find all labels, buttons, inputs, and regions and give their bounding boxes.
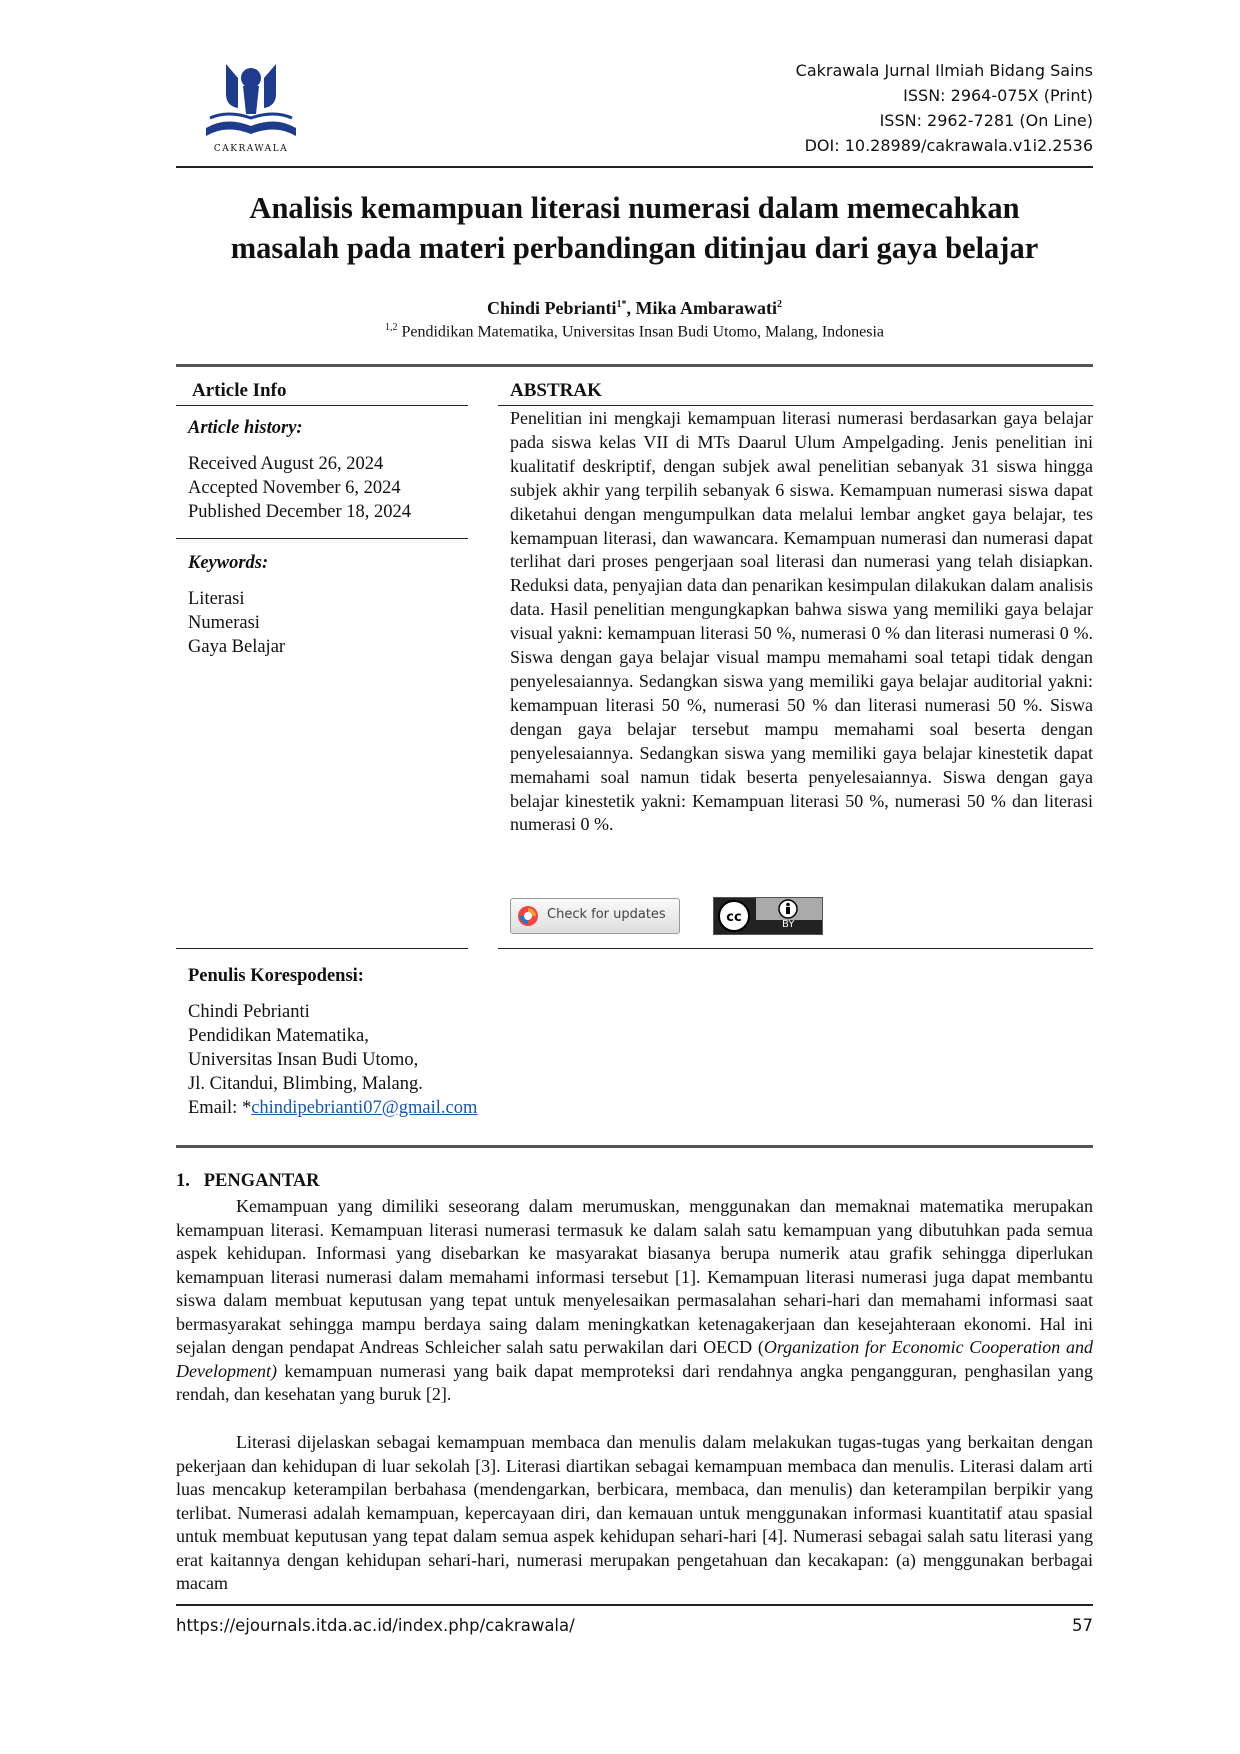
- p1-part-b: kemampuan numerasi yang baik dapat memproteksi dari rendahnya angka pengangguran, penghasilan yang rendah, dan kesehatan yang buruk [2].: [176, 1360, 1093, 1404]
- keywords-label: Keywords:: [188, 553, 269, 573]
- cc-by-label: BY: [782, 919, 795, 930]
- issn-online: ISSN: 2962-7281 (On Line): [879, 111, 1093, 130]
- divider-info: [176, 405, 468, 406]
- journal-meta: [796, 58, 1093, 158]
- author-2: Mika Ambarawati: [635, 298, 778, 318]
- title-line-2: masalah pada materi perbandingan ditinjau dari gaya belajar: [230, 231, 1039, 265]
- published-date: Published December 18, 2024: [188, 502, 411, 522]
- doi[interactable]: DOI: 10.28989/cakrawala.v1i2.2536: [804, 136, 1093, 155]
- creative-commons-icon: [717, 899, 751, 933]
- article-info-heading: Article Info: [192, 380, 287, 401]
- cc-by-badge[interactable]: [713, 897, 823, 935]
- check-for-updates-badge[interactable]: [510, 898, 680, 934]
- author-1-sup: 1*: [616, 299, 627, 310]
- correspondence-address: Jl. Citandui, Blimbing, Malang.: [188, 1074, 423, 1094]
- correspondence-dept: Pendidikan Matematika,: [188, 1026, 369, 1046]
- divider-top: [176, 364, 1093, 367]
- paper-title: [176, 188, 1093, 268]
- correspondence-block: [188, 966, 588, 1120]
- page-number: 57: [1072, 1616, 1093, 1635]
- article-info: [176, 380, 468, 402]
- footer-url[interactable]: https://ejournals.itda.ac.id/index.php/cakrawala/: [176, 1616, 575, 1635]
- journal-name: Cakrawala Jurnal Ilmiah Bidang Sains: [795, 61, 1093, 80]
- paragraph-2: Literasi dijelaskan sebagai kemampuan membaca dan menulis dalam melakukan tugas-tugas yang berkaitan dengan pekerjaan dan kehidupan di luar sekolah [3]. Literasi diartikan sebagai kemampuan membaca dan menulis. Literasi dalam arti luas mencakup keterampilan berbahasa (mendengarkan, berbicara, membaca, dan menulis) dan keterampilan berpikir yang terlibat. Numerasi adalah kemampuan, kepercayaan diri, dan kemauan untuk menggunakan informasi kuantitatif atau spasial untuk membuat keputusan yang tepat dalam semua aspek kehidupan sehari-hari [4]. Numerasi sebagai salah satu literasi yang erat kaitannya dengan kehidupan sehari-hari, numerasi merupakan pengetahuan dan kecakapan: (a) menggunakan berbagai macam: [176, 1432, 1093, 1593]
- received-date: Received August 26, 2024: [188, 454, 384, 474]
- email-link[interactable]: chindipebrianti07@gmail.com: [251, 1098, 478, 1118]
- accepted-date: Accepted November 6, 2024: [188, 478, 401, 498]
- keyword-item: Literasi: [188, 589, 245, 609]
- cakrawala-logo: [196, 56, 306, 156]
- attribution-icon: [778, 899, 798, 919]
- email-label: Email: *: [188, 1098, 252, 1118]
- divider-bottom: [176, 1145, 1093, 1148]
- author-2-sup: 2: [777, 299, 783, 310]
- page-footer: [176, 1604, 1093, 1635]
- section-heading: 1. PENGANTAR: [176, 1171, 320, 1191]
- p1-italic: Organization for Economic Cooperation and Development): [176, 1337, 1093, 1381]
- p1-part-a: Kemampuan yang dimiliki seseorang dalam merumuskan, menggunakan dan memaknai matematika merupakan kemampuan literasi. Kemampuan literasi numerasi termasuk ke dalam salah satu kemampuan yang dibutuhkan pada semua aspek kehidupan. Informasi yang disebarkan ke masyarakat biasanya berupa numerik atau grafik sehingga diperlukan kemampuan literasi numerasi dalam memahami informasi tersebut [1]. Kemampuan literasi numerasi juga dapat membantu siswa dalam membuat keputusan yang tepat untuk menyelesaikan permasalahan sehari-hari dan memahami informasi saat bermasyarakat sehingga mampu berdaya saing dalam meningkatkan ketenagakerjaan dan kesejahteraan ekonomi. Hal ini sejalan dengan pendapat Andreas Schleicher salah satu perwakilan dari OECD (: [176, 1196, 1093, 1357]
- svg-text:cc: cc: [726, 910, 742, 925]
- affil-sup: 1,2: [384, 322, 398, 333]
- correspondence-email-line: [188, 1096, 588, 1120]
- author-sep: ,: [626, 298, 636, 318]
- issn-print: ISSN: 2964-075X (Print): [903, 86, 1093, 105]
- keyword-item: Gaya Belajar: [188, 637, 286, 657]
- crossmark-icon: [517, 905, 539, 927]
- article-history: [176, 418, 480, 524]
- correspondence-univ: Universitas Insan Budi Utomo,: [188, 1050, 419, 1070]
- history-label: Article history:: [188, 418, 303, 438]
- author-list: [176, 298, 1093, 319]
- correspondence-name: Chindi Pebrianti: [188, 1002, 310, 1022]
- author-1: Chindi Pebrianti: [486, 298, 617, 318]
- keyword-item: Numerasi: [188, 613, 260, 633]
- journal-header: [176, 48, 1093, 168]
- abstract-heading: ABSTRAK: [510, 380, 602, 401]
- divider-abstract-bottom: [498, 948, 1093, 949]
- correspondence-heading: Penulis Korespodensi:: [188, 966, 364, 986]
- affil-text: Pendidikan Matematika, Universitas Insan Budi Utomo, Malang, Indonesia: [397, 323, 885, 341]
- affiliation: [176, 322, 1093, 341]
- abstract-text: Penelitian ini mengkaji kemampuan literasi numerasi berdasarkan gaya belajar pada siswa kelas VII di MTs Daarul Ulum Ampelgading. Jenis penelitian ini kualitatif deskriptif, dengan subjek awal penelitian sebanyak 31 siswa hingga subjek akhir yang terpilih sebanyak 6 siswa. Kemampuan numerasi siswa dapat diketahui dengan mengumpulkan data melalui lembar angket gaya belajar, tes kemampuan literasi, dan wawancara. Kemampuan numerasi dan numerasi dapat terlihat dari proses pengerjaan soal literasi dan numerasi yang telah disiapkan. Reduksi data, penyajian data dan penarikan kesimpulan dilakukan dalam analisis data. Hasil penelitian mengungkapkan bahwa siswa yang memiliki gaya belajar visual yakni: kemampuan literasi 50 %, numerasi 0 % dan literasi numerasi 0 %. Siswa dengan gaya belajar visual mampu memahami soal tetapi tidak dengan penyelesaiannya. Sedangkan siswa yang memiliki gaya belajar auditorial yakni: kemampuan literasi 50 %, numerasi 50 % dan literasi numerasi 50 %. Siswa dengan gaya belajar tersebut mampu memahami soal beserta dengan penyelesaiannya. Sedangkan siswa yang memiliki gaya belajar kinestetik dapat memahami soal namun tidak beserta penyelesaiannya. Siswa dengan gaya belajar kinestetik yakni: Kemampuan literasi 50 %, numerasi 50 % dan literasi numerasi 0 %.: [510, 408, 1093, 835]
- divider-correspondence: [176, 948, 468, 949]
- title-line-1: Analisis kemampuan literasi numerasi dalam memecahkan: [249, 191, 1020, 225]
- check-for-updates-label: Check for updates: [547, 907, 666, 922]
- logo-text: CAKRAWALA: [213, 144, 289, 154]
- keywords-block: [176, 553, 480, 659]
- divider-keywords: [176, 538, 468, 539]
- divider-abstract: [498, 405, 1093, 406]
- paragraph-1: [176, 1195, 1093, 1407]
